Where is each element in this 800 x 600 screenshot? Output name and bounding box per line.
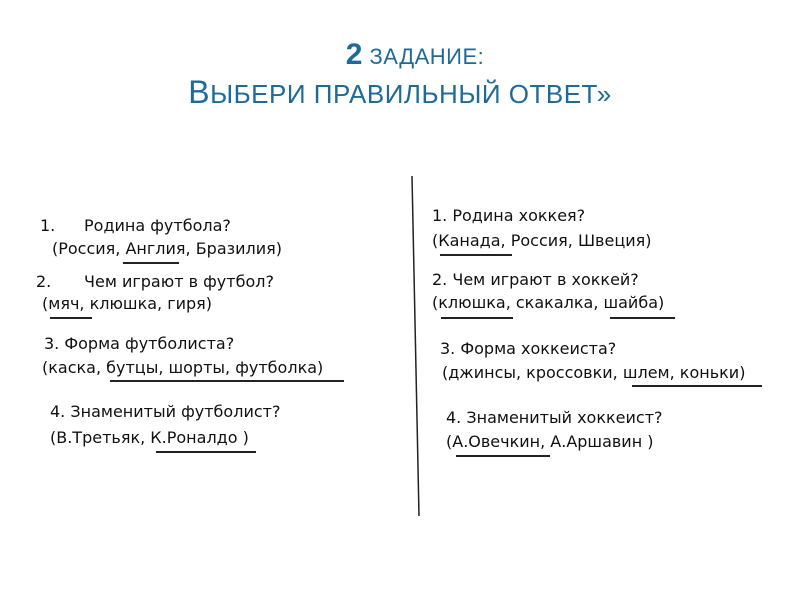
answer-underline [441,317,513,319]
hockey-q1-answers: (Канада, Россия, Швеция) [432,231,652,250]
hockey-q4-answers: (А.Овечкин, А.Аршавин ) [446,432,654,451]
instruction-initial: В [188,74,211,110]
task-number: 2 [345,38,363,71]
football-q4-question: 4. Знаменитый футболист? [50,402,281,421]
hockey-q2-question: 2. Чем играют в хоккей? [432,270,639,289]
hockey-q3-answers: (джинсы, кроссовки, шлем, коньки) [442,363,746,382]
football-q3-question: 3. Форма футболиста? [44,334,235,353]
football-q2-number: 2. [36,272,52,291]
football-q2-question: Чем играют в футбол? [84,272,274,291]
football-q1-question: Родина футбола? [84,216,231,235]
answer-underline [50,317,92,319]
instruction-text: ЫБЕРИ ПРАВИЛЬНЫЙ ОТВЕТ» [210,79,612,109]
answer-underline [456,455,550,457]
football-q1-number: 1. [40,216,56,235]
football-q2-answers: (мяч, клюшка, гиря) [42,294,213,313]
answer-underline [123,262,179,264]
hockey-q3-question: 3. Форма хоккеиста? [440,339,617,358]
task-label: ЗАДАНИЕ: [362,44,485,69]
hockey-q1-question: 1. Родина хоккея? [432,206,586,225]
hockey-q2-answers: (клюшка, скакалка, шайба) [432,293,665,312]
hockey-q4-question: 4. Знаменитый хоккеист? [446,408,663,427]
answer-underline [156,451,256,453]
football-q4-answers: (В.Третьяк, К.Роналдо ) [50,428,249,447]
football-q3-answers: (каска, бутцы, шорты, футболка) [42,358,324,377]
answer-underline [440,254,512,256]
answer-underline [110,380,344,382]
football-q1-answers: (Россия, Англия, Бразилия) [52,239,283,258]
answer-underline [632,385,762,387]
answer-underline [610,317,675,319]
